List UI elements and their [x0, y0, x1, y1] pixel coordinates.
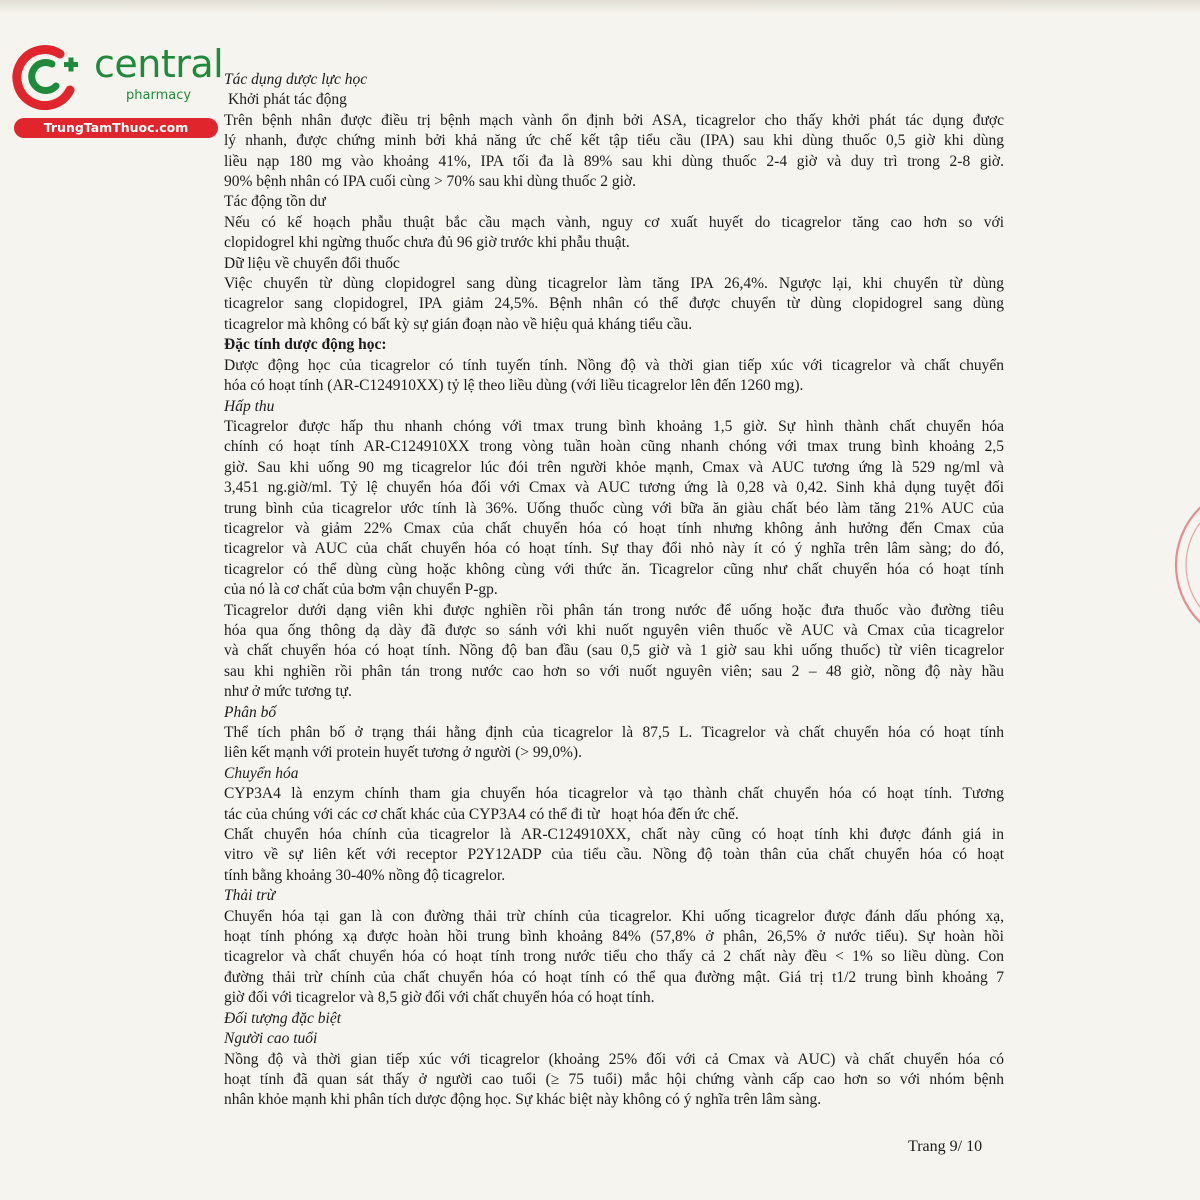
- subheading-elderly: Người cao tuổi: [224, 1030, 318, 1048]
- subheading-switching: Dữ liệu về chuyển đổi thuốc: [224, 254, 400, 272]
- scan-edge: [0, 0, 1200, 14]
- paragraph-onset: Trên bệnh nhân được điều trị bệnh mạch vành ổn định bởi ASA, ticagrelor cho thấy khởi phát tác dụng được lý nhanh, được chứng minh bởi khả năng ức chế kết tập tiểu cầu (IPA) sau khi dùng thuốc 0,5 giờ khi dùng liều nạp 180 mg vào khoảng 41%, IPA tối đa là 89% sau khi dùng thuốc 2-4 giờ và duy trì trong 2-8 giờ. 90% bệnh nhân có IPA cuối cùng > 70% sau khi dùng thuốc 2 giờ.: [224, 111, 1004, 191]
- subheading-distribution: Phân bố: [224, 703, 277, 721]
- paragraph-metabolism: CYP3A4 là enzym chính tham gia chuyển hóa ticagrelor và tạo thành chất chuyển hóa có hoạt tính. Tương tác của chúng với các cơ chất khác của CYP3A4 có thể đi từ hoạt hóa đến ức chế.: [224, 785, 1004, 823]
- paragraph-metabolite: Chất chuyển hóa chính của ticagrelor là AR-C124910XX, chất này cũng có hoạt tính khi được đánh giá in vitro về sự liên kết với receptor P2Y12ADP của tiểu cầu. Nồng độ toàn thân của chất chuyển hóa có hoạt tính bằng khoảng 30-40% nồng độ ticagrelor.: [224, 826, 1004, 884]
- subheading-absorption: Hấp thu: [224, 397, 275, 415]
- paragraph-elimination: Chuyển hóa tại gan là con đường thải trừ chính của ticagrelor. Khi uống ticagrelor được đánh dấu phóng xạ, hoạt tính phóng xạ được hoàn hồi trung bình khoảng 84% (57,8% ở phân, 26,5% ở nước tiểu). Sự hoàn hồi ticagrelor và chất chuyển hóa có hoạt tính trong nước tiểu cho thấy cả 2 chất này đều < 1% so liều dùng. Con đường thải trừ chính của chất chuyển hóa có hoạt tính có thể qua đường mật. Giá trị t1/2 trung bình khoảng 7 giờ đối với ticagrelor và 8,5 giờ đối với chất chuyển hóa có hoạt tính.: [224, 907, 1004, 1007]
- subheading-special-populations: Đối tượng đặc biệt: [224, 1009, 342, 1027]
- paragraph-absorption: Ticagrelor được hấp thu nhanh chóng với tmax trung bình khoảng 1,5 giờ. Sự hình thành chất chuyển hóa chính có hoạt tính AR-C124910XX trong vòng tuần hoàn cũng nhanh chóng với tmax trung bình khoảng 2,5 giờ. Sau khi uống 90 mg ticagrelor lúc đói trên người khỏe mạnh, Cmax và AUC tương ứng là 529 ng/ml và 3,451 ng.giờ/ml. Tỷ lệ chuyển hóa đối với Cmax và AUC tương ứng là 0,28 và 0,42. Sinh khả dụng tuyệt đối trung bình của ticagrelor ước tính là 36%. Uống thuốc cùng với bữa ăn giàu chất béo làm tăng 21% AUC của ticagrelor và giảm 22% Cmax của chất chuyển hóa có hoạt tính nhưng không ảnh hưởng đến Cmax của ticagrelor và AUC của chất chuyển hóa có hoạt tính. Sự thay đổi nhỏ này ít có ý nghĩa trên lâm sàng; do đó, ticagrelor có thể dùng cùng hoặc không cùng với thức ăn. Ticagrelor cũng như chất chuyển hóa có hoạt tính của nó là cơ chất của bơm vận chuyển P-gp.: [224, 417, 1004, 599]
- paragraph-switching: Việc chuyển từ dùng clopidogrel sang dùng ticagrelor làm tăng IPA 26,4%. Ngược lại, khi chuyển từ dùng ticagrelor sang clopidogrel, IPA giảm 24,5%. Bệnh nhân có thể được chuyển từ dùng clopidogrel sang dùng ticagrelor mà không có bất kỳ sự gián đoạn nào về hiệu quả kháng tiểu cầu.: [224, 275, 1004, 333]
- paragraph-elderly: Nồng độ và thời gian tiếp xúc với ticagrelor (khoảng 25% đối với cả Cmax và AUC) và chất chuyển hóa có hoạt tính đã quan sát thấy ở người cao tuổi (≥ 75 tuổi) mắc hội chứng vành cấp cao hơn so với nhóm bệnh nhân khỏe mạnh khi phân tích dược động học. Sự khác biệt này không có ý nghĩa trên lâm sàng.: [224, 1050, 1004, 1109]
- document-body: [224, 70, 1004, 1111]
- pharmacy-cross-logo-icon: [12, 40, 82, 110]
- subheading-residual: Tác động tồn dư: [224, 193, 326, 211]
- brand-logo[interactable]: [10, 36, 224, 136]
- paragraph-residual: Nếu có kế hoạch phẫu thuật bắc cầu mạch vành, nguy cơ xuất huyết do ticagrelor tăng cao hơn so với clopidogrel khi ngừng thuốc chưa đủ 96 giờ trước khi phẫu thuật.: [224, 213, 1004, 252]
- paragraph-distribution: Thể tích phân bố ở trạng thái hằng định của ticagrelor là 87,5 L. Ticagrelor và chất chuyển hóa có hoạt tính liên kết mạnh với protein huyết tương ở người (> 99,0%).: [224, 724, 1004, 762]
- subheading-onset: Khởi phát tác động: [228, 91, 347, 109]
- page-number: Trang 9/ 10: [908, 1138, 983, 1155]
- subheading-metabolism: Chuyển hóa: [224, 764, 299, 782]
- section-heading-pharmacokinetics: Đặc tính dược động học:: [224, 336, 387, 354]
- brand-site-link[interactable]: TrungTamThuoc.com: [14, 118, 218, 138]
- brand-subtitle: pharmacy: [126, 88, 192, 103]
- section-heading-pharmacodynamics: Tác dụng dược lực học: [224, 71, 368, 88]
- paragraph-crushed-tablet: Ticagrelor dưới dạng viên khi được nghiền rồi phân tán trong nước để uống hoặc đưa thuốc vào đường tiêu hóa qua ống thông dạ dày đã được so sánh với khi nuốt nguyên viên thuốc về AUC và Cmax của ticagrelor và chất chuyển hóa có hoạt tính. Nồng độ ban đầu (sau 0,5 giờ và 1 giờ sau khi uống thuốc) từ viên ticagrelor sau khi nghiền rồi phân tán trong nước cao hơn so với nuốt nguyên viên; sau 2 – 48 giờ, nồng độ này hầu như ở mức tương tự.: [224, 601, 1004, 701]
- partial-stamp-icon: [1166, 480, 1200, 650]
- subheading-elimination: Thải trừ: [224, 887, 276, 905]
- brand-name: central: [94, 42, 224, 86]
- paragraph-pharmacokinetics: Dược động học của ticagrelor có tính tuyến tính. Nồng độ và thời gian tiếp xúc với ticagrelor và chất chuyển hóa có hoạt tính (AR-C124910XX) tỷ lệ theo liều dùng (với liều ticagrelor lên đến 1260 mg).: [224, 356, 1004, 395]
